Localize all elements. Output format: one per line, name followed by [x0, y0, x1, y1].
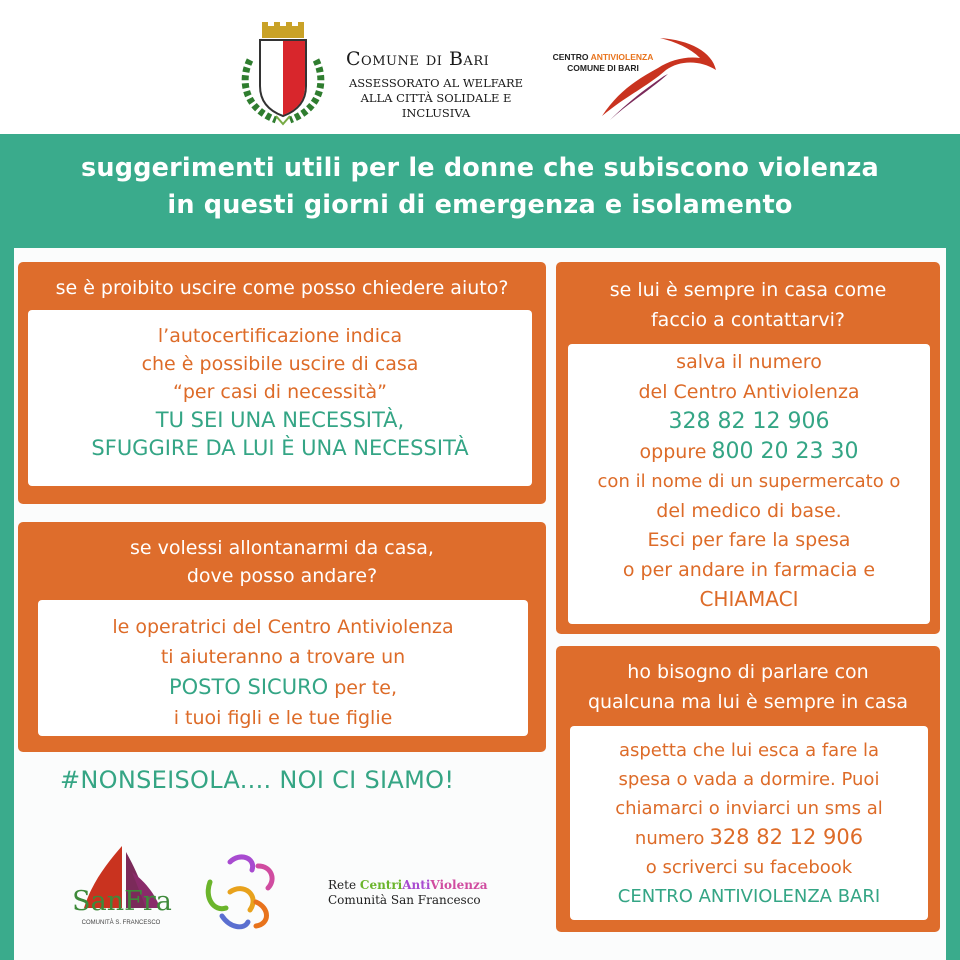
box3-line7: Esci per fare la spesa	[647, 529, 851, 551]
rete-centri-antiviolenza-label	[328, 878, 488, 908]
box1-line2: che è possibile uscire di casa	[141, 353, 419, 375]
sanfra-sub: COMUNITÀ S. FRANCESCO	[81, 920, 161, 926]
box1-answer	[28, 310, 532, 486]
box2-posto-sicuro: POSTO SICURO	[168, 675, 329, 699]
rete-violenza: Violenza	[430, 878, 488, 892]
box3-line6: del medico di base.	[656, 499, 842, 522]
box4-question-line1: ho bisogno di parlare con	[627, 661, 869, 683]
title-line2: in questi giorni di emergenza e isolamento	[167, 190, 793, 220]
cav-line1-b: ANTIVIOLENZA	[590, 52, 654, 62]
box4-line6: CENTRO ANTIVIOLENZA BARI	[617, 886, 881, 907]
box4-answer	[570, 726, 928, 920]
header	[0, 0, 960, 134]
box1-line5: SFUGGIRE DA LUI È UNA NECESSITÀ	[91, 436, 469, 460]
box1-line3: “per casi di necessità”	[172, 381, 387, 403]
hashtag: #NONSEISOLA.... NOI CI SIAMO!	[60, 766, 455, 794]
assessorato-line2: ALLA CITTÀ SOLIDALE E INCLUSIVA	[360, 91, 512, 120]
box2-question-line1: se volessi allontanarmi da casa,	[130, 537, 434, 559]
box2-line4: i tuoi figli e le tue figlie	[173, 707, 393, 729]
comune-di-bari-crest-icon	[236, 20, 330, 126]
rete-anti: Anti	[402, 878, 431, 892]
colorful-knot-logo-icon	[200, 852, 284, 932]
box4-line1: aspetta che lui esca a fare la	[618, 740, 880, 761]
box2-answer	[38, 600, 528, 736]
title-line1: suggerimenti utili per le donne che subiscono violenza	[81, 153, 879, 183]
box3-question-line2: faccio a contattarvi?	[650, 309, 846, 331]
comune-di-bari-label	[336, 48, 536, 121]
centro-antiviolenza-label	[548, 52, 658, 74]
box3-line2: del Centro Antiviolenza	[638, 380, 860, 403]
box4-phone: 328 82 12 906	[709, 825, 864, 849]
box-ask-for-help	[18, 262, 546, 504]
box3-line1: salva il numero	[676, 351, 822, 373]
box-how-to-contact	[556, 262, 940, 634]
box2-line2: ti aiuteranno a trovare un	[160, 646, 406, 668]
comune-name: Comune di Bari	[346, 48, 490, 70]
box-where-to-go	[18, 522, 546, 752]
rete-word: Rete	[328, 878, 357, 892]
box3-line5: con il nome di un supermercato o	[597, 471, 901, 492]
box3-answer	[568, 344, 930, 624]
box4-numero: numero	[634, 828, 705, 849]
box4-line5: o scriverci su facebook	[645, 857, 853, 878]
assessorato-line1: ASSESSORATO AL WELFARE	[348, 76, 524, 90]
box1-question: se è proibito uscire come posso chiedere aiuto?	[55, 277, 509, 299]
box1-line4: TU SEI UNA NECESSITÀ,	[155, 408, 405, 432]
box3-question-line1: se lui è sempre in casa come	[609, 279, 887, 301]
rete-centri: Centri	[359, 878, 403, 892]
box3-oppure: oppure	[639, 440, 707, 463]
box4-line3: chiamarci o inviarci un sms al	[615, 798, 883, 819]
box3-phone2: 800 20 23 30	[711, 438, 859, 464]
cav-line2: COMUNE DI BARI	[567, 63, 639, 73]
box4-question-line2: qualcuna ma lui è sempre in casa	[587, 691, 909, 713]
box2-line1: le operatrici del Centro Antiviolenza	[112, 616, 454, 638]
centro-antiviolenza-swallow-icon	[540, 30, 720, 122]
box1-line1: l’autocertificazione indica	[157, 325, 403, 347]
box3-line8: o per andare in farmacia e	[622, 558, 876, 581]
box3-phone1: 328 82 12 906	[668, 409, 830, 434]
box4-line2: spesa o vada a dormire. Puoi	[618, 769, 880, 790]
page-title	[0, 150, 960, 224]
box2-question-line2: dove posso andare?	[186, 565, 378, 587]
box2-per-te: per te,	[334, 677, 398, 699]
sanfra-name: SanFra	[72, 886, 172, 917]
box-need-to-talk	[556, 646, 940, 932]
box3-chiamaci: CHIAMACI	[699, 587, 799, 611]
cav-line1-a: CENTRO	[552, 52, 589, 62]
rete-line2: Comunità San Francesco	[328, 893, 481, 907]
